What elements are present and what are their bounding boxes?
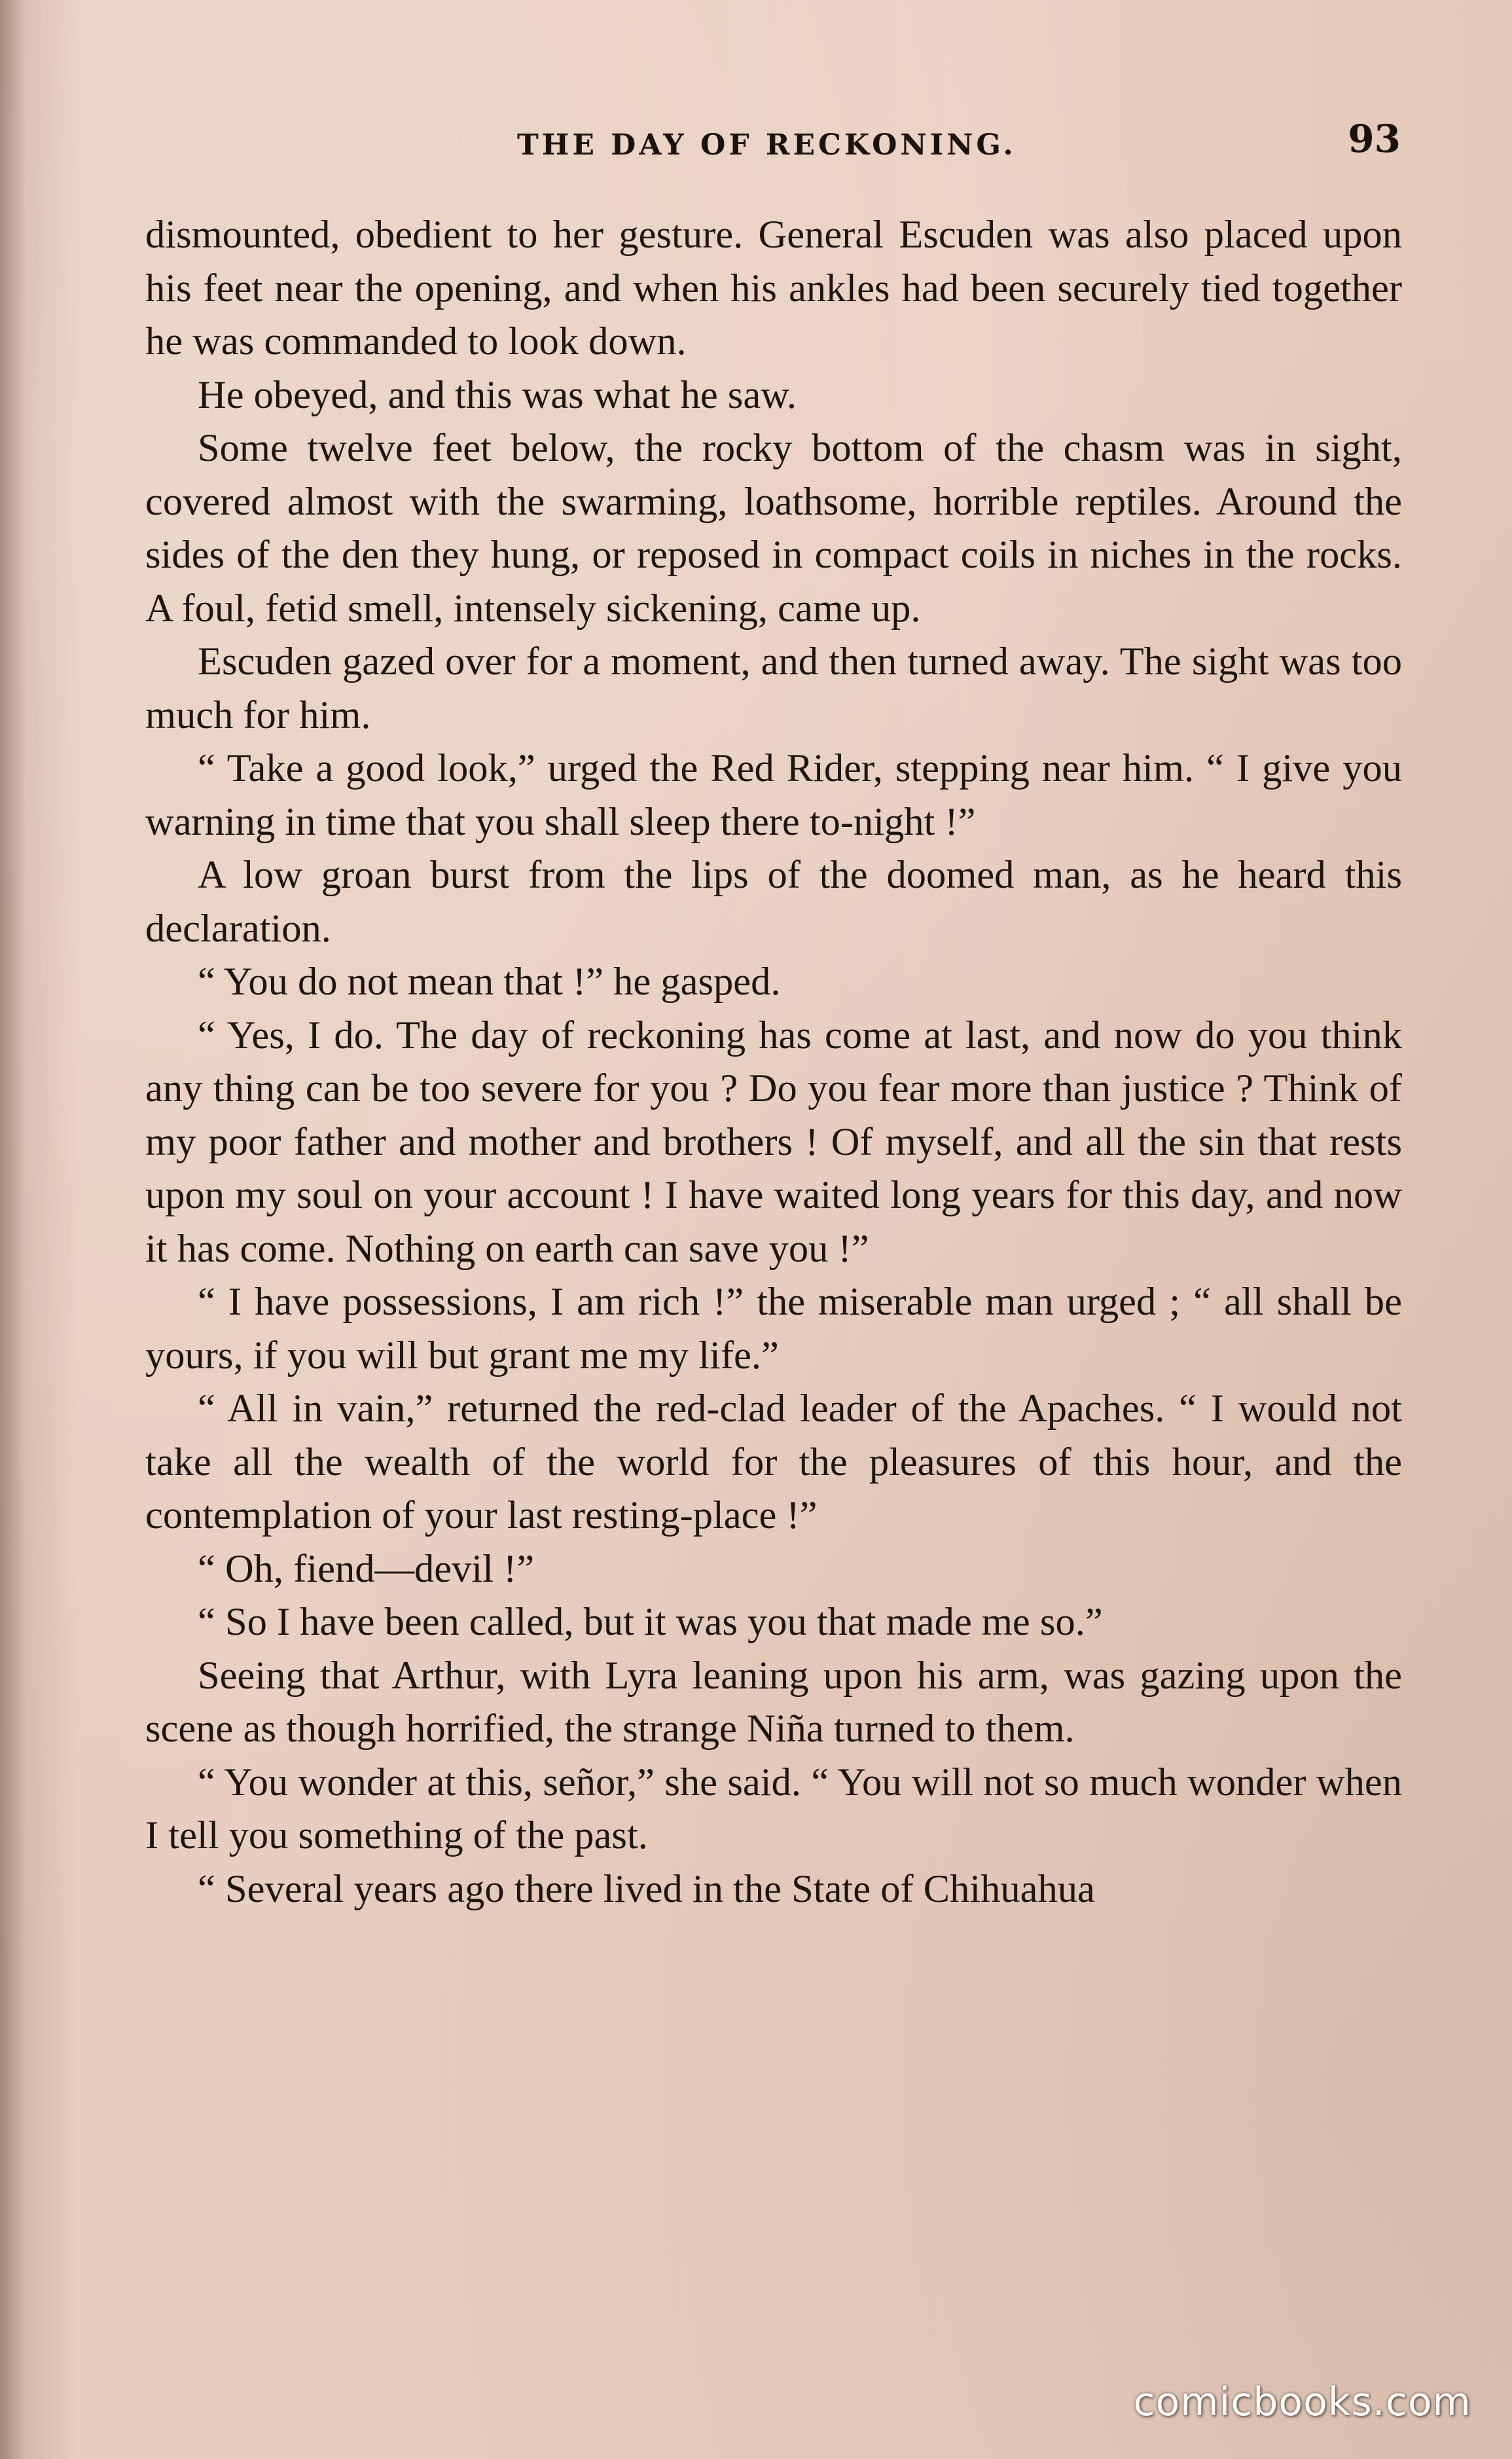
paragraph: dismounted, obedient to her gesture. General Escuden was also placed upon his feet near the opening, and when his ankles had been securely tied together he was commanded to look down. [145, 213, 1402, 363]
paragraph: “ You do not mean that !” he gasped. [198, 960, 781, 1004]
paragraph: “ Take a good look,” urged the Red Rider, stepping near him. “ I give you warning in time that you shall sleep there to-night !” [145, 746, 1402, 844]
paragraph: Some twelve feet below, the rocky bottom of the chasm was in sight, covered almost with the swarming, loathsome, horrible reptiles. Around the sides of the den they hung, or reposed in compact coils in niches in the rocks. A foul, fetid smell, intensely sickening, came up. [145, 426, 1402, 630]
paragraph: “ All in vain,” returned the red-clad leader of the Apaches. “ I would not take all the wealth of the world for the pleasures of this hour, and the contemplation of your last resting-place !” [145, 1387, 1402, 1537]
paragraph: Seeing that Arthur, with Lyra leaning upon his arm, was gazing upon the scene as though horrified, the strange Niña turned to them. [145, 1653, 1402, 1751]
body-text [145, 208, 1402, 1916]
paragraph: A low groan burst from the lips of the doomed man, as he heard this declaration. [145, 853, 1402, 951]
page-header [144, 117, 1401, 175]
paragraph: Escuden gazed over for a moment, and then turned away. The sight was too much for him. [145, 640, 1402, 737]
paragraph: “ So I have been called, but it was you that made me so.” [198, 1600, 1103, 1644]
page-number: 93 [1348, 117, 1401, 161]
paragraph: “ Several years ago there lived in the State of Chihuahua [198, 1867, 1095, 1911]
page-gutter-shadow [0, 0, 26, 2459]
paragraph: He obeyed, and this was what he saw. [198, 373, 797, 417]
paragraph: “ I have possessions, I am rich !” the miserable man urged ; “ all shall be yours, if you will but grant me my life.” [145, 1280, 1402, 1377]
site-watermark: comicbooks.com [1133, 2379, 1471, 2425]
paragraph: “ Yes, I do. The day of reckoning has come at last, and now do you think any thing can be too severe for you ? Do you fear more than justice ? Think of my poor father and mother and brothers ! Of myself, and all the sin that rests upon my soul on your account ! I have waited long years for this day, and now it has come. Nothing on earth can save you !” [145, 1013, 1402, 1271]
paragraph: “ You wonder at this, señor,” she said. “ You will not so much wonder when I tell you something of the past. [145, 1760, 1402, 1857]
running-head: THE DAY OF RECKONING. [517, 128, 1017, 162]
paragraph: “ Oh, fiend—devil !” [198, 1546, 535, 1591]
